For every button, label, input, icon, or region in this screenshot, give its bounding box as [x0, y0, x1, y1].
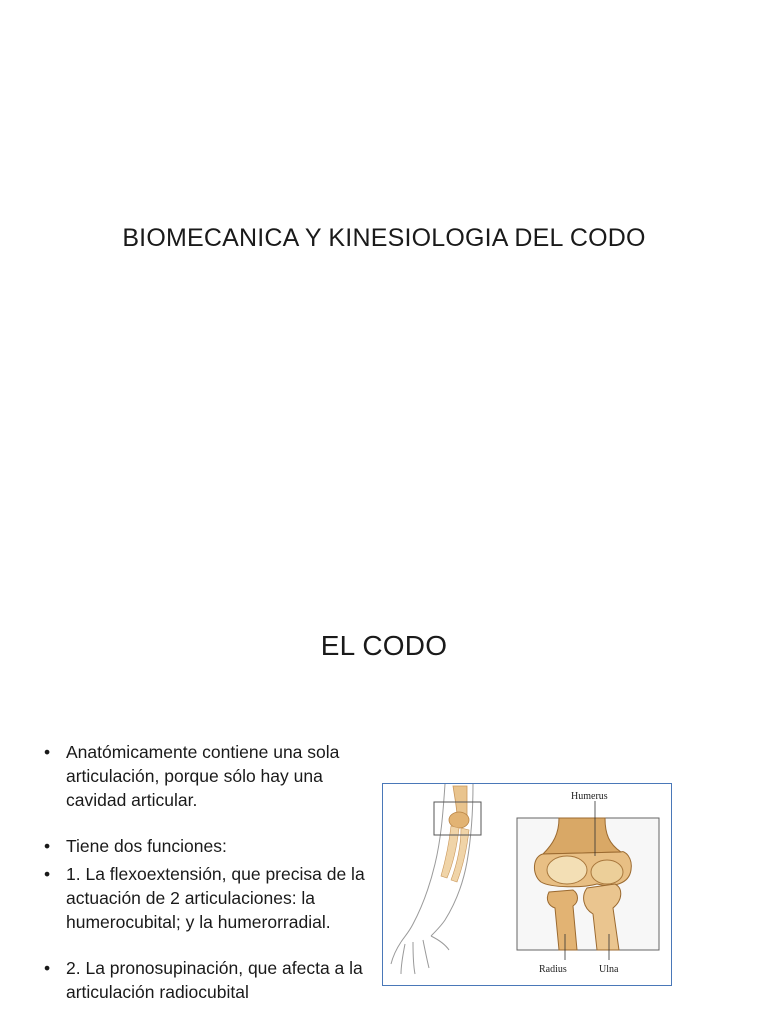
list-item: [44, 834, 374, 858]
arm-bone-sketch: [441, 786, 469, 882]
bullet-list: [44, 740, 374, 1004]
presentation-title: BIOMECANICA Y KINESIOLOGIA DEL CODO: [122, 224, 646, 252]
bullet-marker: •: [44, 958, 51, 978]
bullet-text: Anatómicamente contiene una sola articulación, porque sólo hay una cavidad articular.: [66, 742, 340, 810]
humerus-label: Humerus: [571, 791, 608, 802]
elbow-anatomy-figure: [382, 783, 672, 986]
list-item: [44, 740, 374, 812]
content-slide: [0, 540, 768, 1024]
list-item: [44, 862, 374, 934]
slide-title: EL CODO: [320, 630, 448, 661]
bullet-marker: •: [44, 836, 51, 856]
bullet-text: 1. La flexoextensión, que precisa de la actuación de 2 articulaciones: la humerocubital; y la humerorradial.: [66, 864, 365, 932]
bullet-text: Tiene dos funciones:: [66, 836, 227, 856]
bullet-text: 2. La pronosupinación, que afecta a la articulación radiocubital: [66, 958, 363, 1002]
bullet-marker: •: [44, 742, 51, 762]
radius-label: Radius: [539, 964, 567, 975]
list-item: [44, 956, 374, 1004]
ulna-label: Ulna: [599, 964, 619, 975]
elbow-anatomy-illustration: [383, 784, 670, 984]
bullet-marker: •: [44, 864, 51, 884]
